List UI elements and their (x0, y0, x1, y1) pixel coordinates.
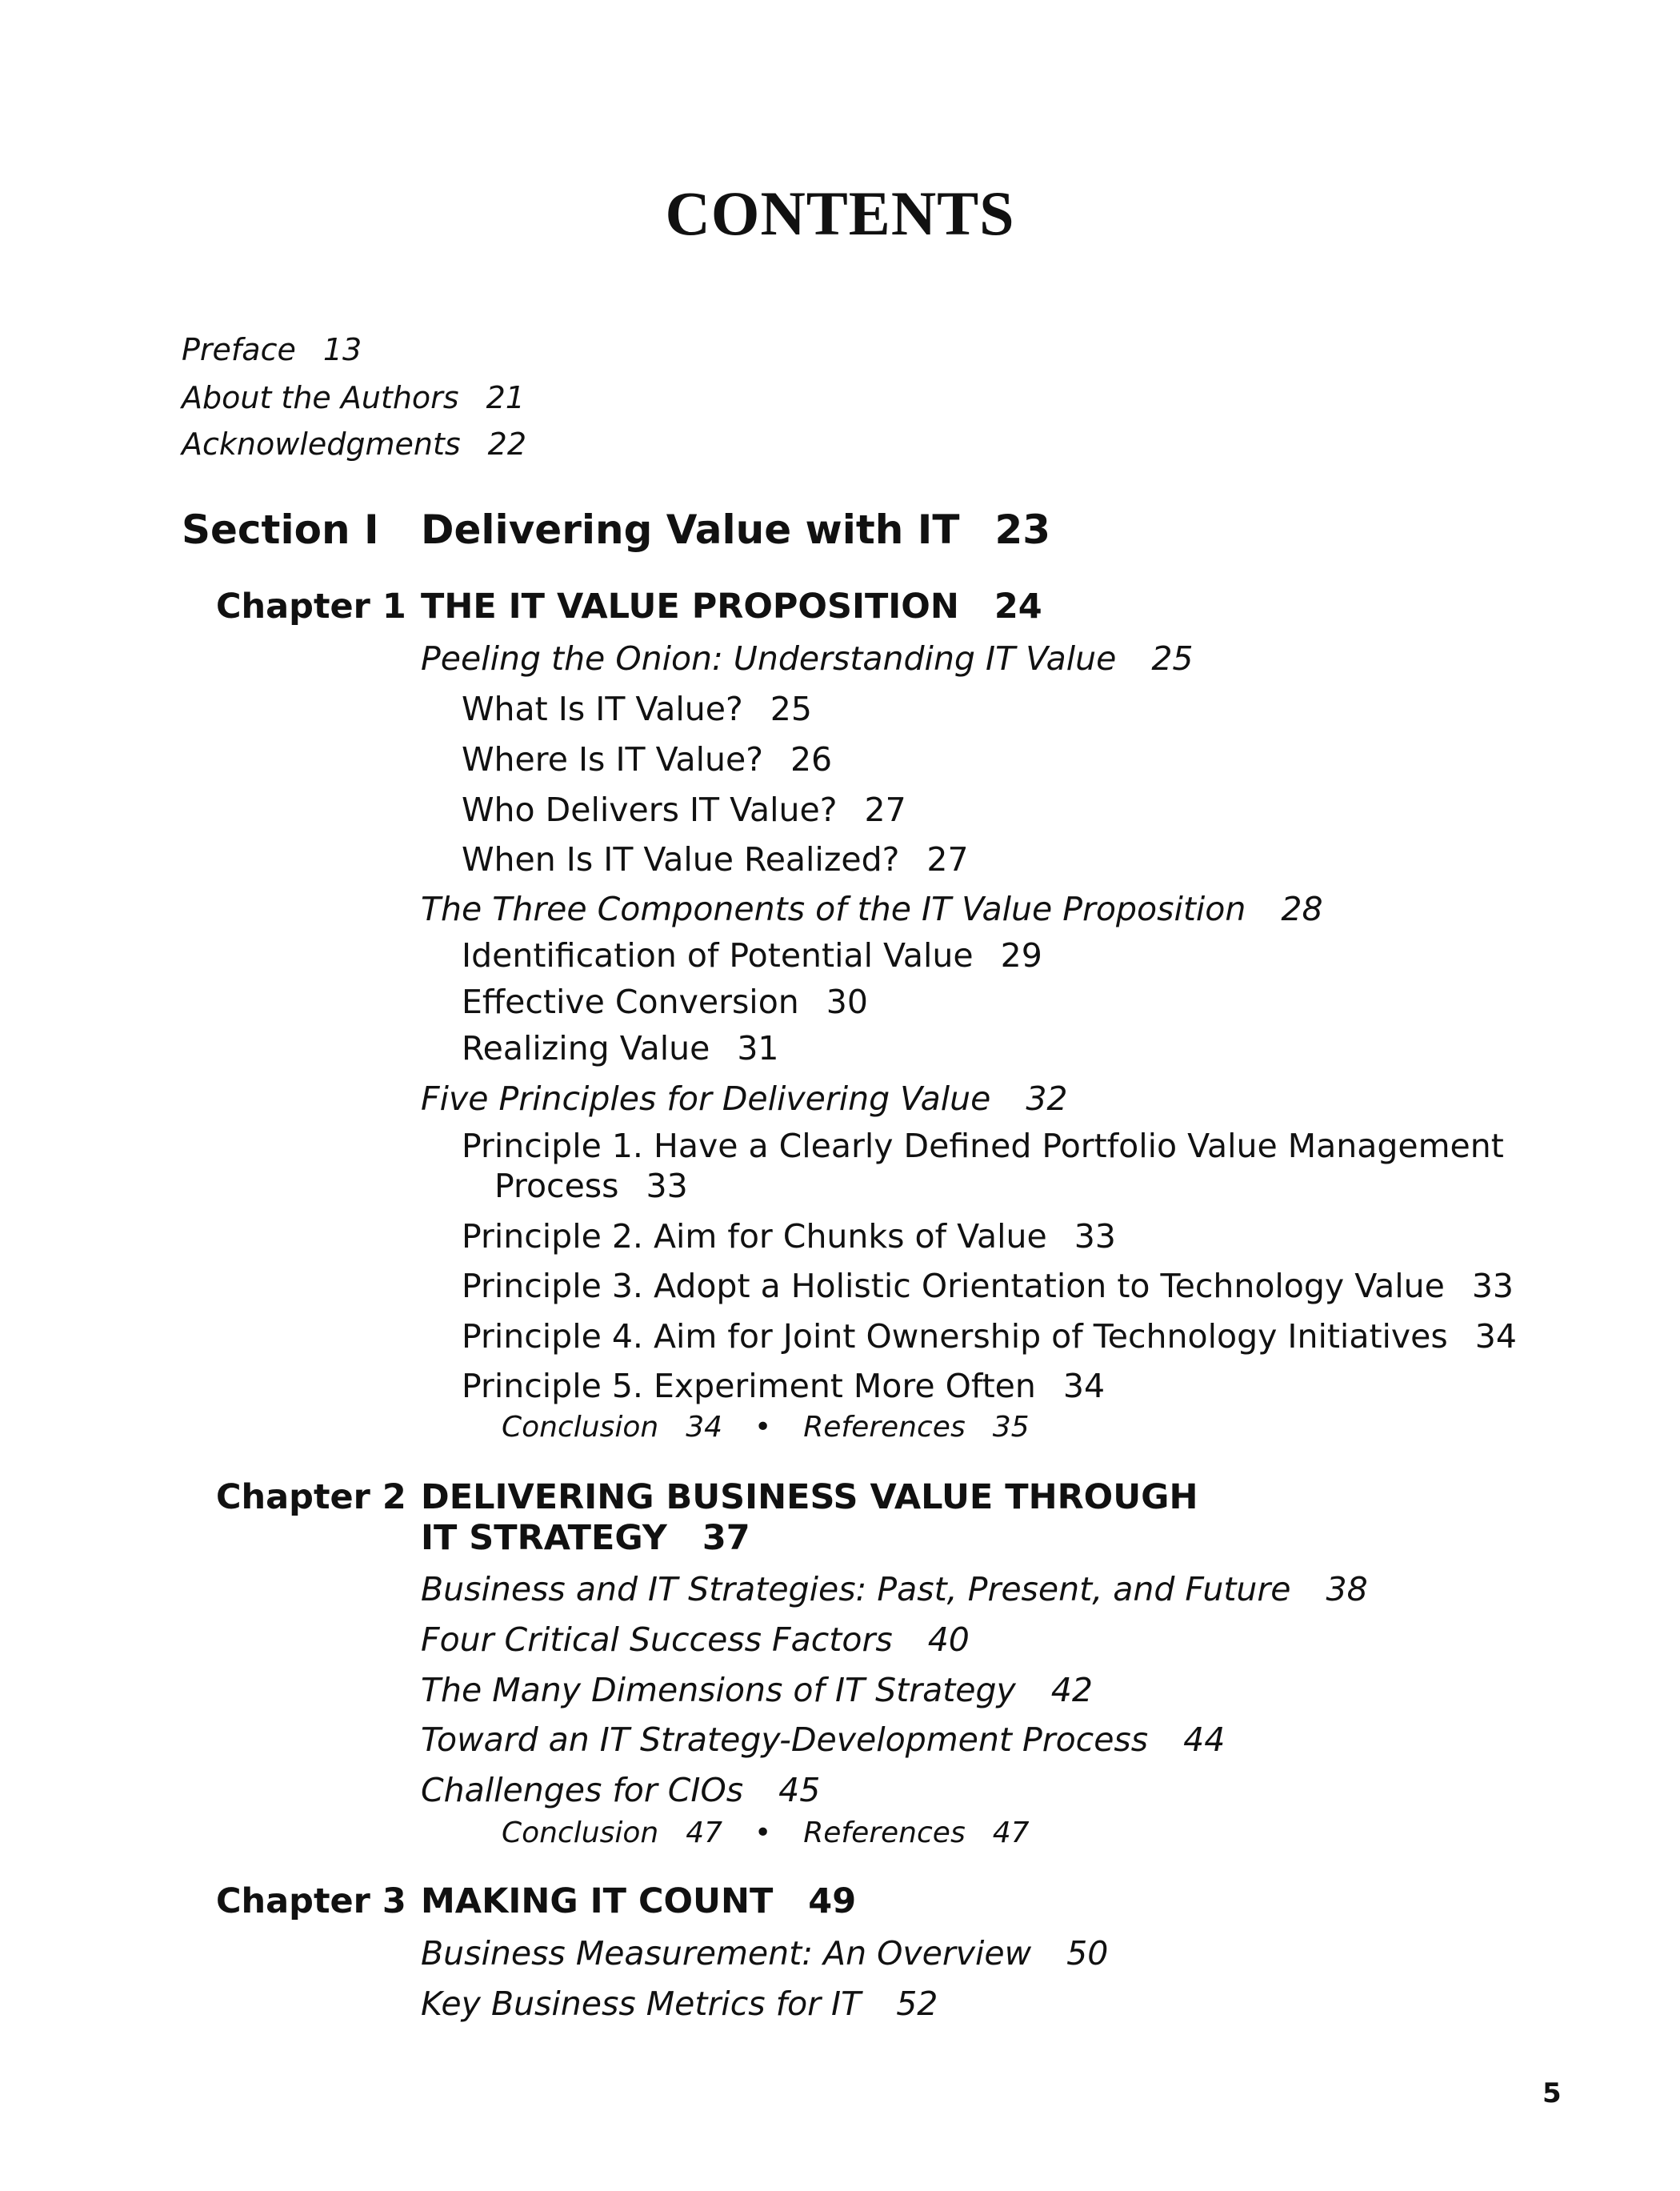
toc-subheading-continuation: Process 33 (494, 1167, 688, 1205)
toc-subheading: Principle 1. Have a Clearly Defined Portfolio Value Management (462, 1127, 1504, 1165)
section-title: Delivering Value with IT 23 (421, 507, 1051, 553)
toc-subheading: Principle 5. Experiment More Often 34 (462, 1367, 1106, 1405)
page-title: CONTENTS (665, 178, 1015, 248)
toc-heading: Toward an IT Strategy-Development Process 44 (421, 1720, 1226, 1759)
section-label: Section I (182, 507, 379, 553)
toc-subheading: Effective Conversion 30 (462, 983, 868, 1021)
chapter-2-title-line-2: IT STRATEGY 37 (421, 1518, 750, 1558)
chapter-2-title-line-1: DELIVERING BUSINESS VALUE THROUGH (421, 1477, 1198, 1517)
toc-subheading: Principle 3. Adopt a Holistic Orientation to Technology Value 33 (462, 1267, 1514, 1305)
toc-subheading: Principle 4. Aim for Joint Ownership of Technology Initiatives 34 (462, 1317, 1517, 1356)
toc-heading: Key Business Metrics for IT 52 (421, 1985, 938, 2023)
toc-heading: Five Principles for Delivering Value 32 (421, 1079, 1068, 1118)
page-number: 5 (1542, 2077, 1562, 2109)
toc-heading: Four Critical Success Factors 40 (421, 1620, 970, 1659)
toc-heading: Business Measurement: An Overview 50 (421, 1934, 1109, 1973)
toc-heading: Challenges for CIOs 45 (421, 1771, 821, 1809)
toc-entry-preface: Preface 13 (182, 332, 362, 367)
toc-subheading: Principle 2. Aim for Chunks of Value 33 (462, 1217, 1116, 1256)
toc-subheading: Identification of Potential Value 29 (462, 936, 1042, 975)
chapter-1-label: Chapter 1 (216, 587, 406, 627)
chapter-3-title: MAKING IT COUNT 49 (421, 1881, 857, 1921)
toc-subheading: Where Is IT Value? 26 (462, 740, 833, 779)
toc-heading: The Three Components of the IT Value Proposition 28 (421, 890, 1323, 928)
toc-entry-about-authors: About the Authors 21 (182, 380, 525, 415)
chapter-2-label: Chapter 2 (216, 1477, 406, 1517)
chapter-1-title: THE IT VALUE PROPOSITION 24 (421, 587, 1042, 627)
chapter-3-label: Chapter 3 (216, 1881, 406, 1921)
toc-subheading: What Is IT Value? 25 (462, 690, 812, 728)
toc-subheading: Realizing Value 31 (462, 1029, 779, 1067)
chapter-1-end-matter: Conclusion 34 • References 35 (502, 1411, 1030, 1444)
toc-subheading: Who Delivers IT Value? 27 (462, 791, 906, 829)
toc-heading: Peeling the Onion: Understanding IT Value 25 (421, 639, 1194, 678)
toc-heading: The Many Dimensions of IT Strategy 42 (421, 1671, 1093, 1709)
toc-subheading: When Is IT Value Realized? 27 (462, 840, 969, 879)
chapter-2-end-matter: Conclusion 47 • References 47 (502, 1816, 1030, 1849)
toc-heading: Business and IT Strategies: Past, Present, and Future 38 (421, 1570, 1368, 1608)
toc-entry-acknowledgments: Acknowledgments 22 (182, 427, 527, 462)
